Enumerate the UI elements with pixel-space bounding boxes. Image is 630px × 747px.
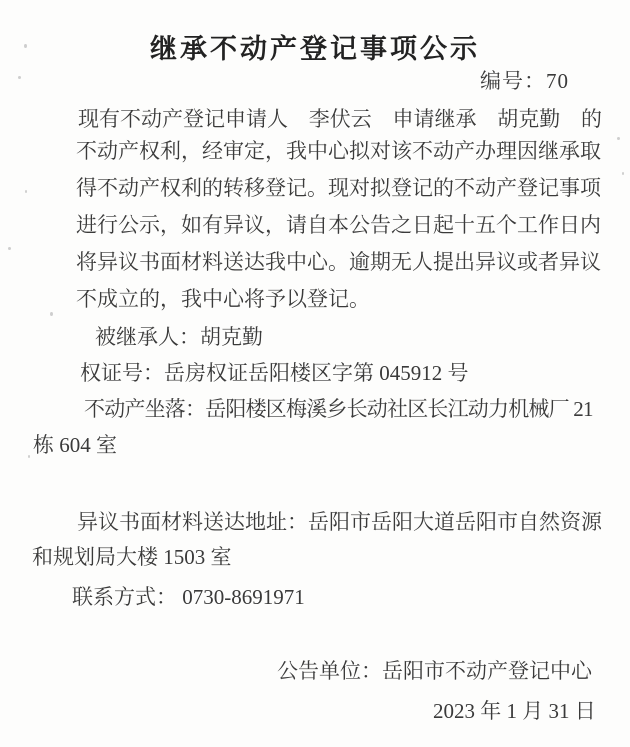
footer-announcing-unit: 公告单位：岳阳市不动产登记中心 [277, 659, 592, 683]
field-property-location-line1: 不动产坐落：岳阳楼区梅溪乡长动社区长江动力机械厂 21 [84, 397, 593, 421]
paragraph-line-4: 进行公示，如有异议，请自本公告之日起十五个工作日内 [76, 213, 601, 237]
decedent-name: 胡克勤 [497, 107, 561, 131]
scan-speck [24, 44, 27, 48]
scan-speck [617, 137, 620, 140]
apply-inherit-text: 申请继承 [392, 107, 477, 131]
scan-speck [28, 455, 30, 458]
paragraph-line-applicant [78, 103, 602, 133]
field-objection-address-line2: 和规划局大楼 1503 室 [32, 545, 232, 569]
applicant-name: 李伏云 [308, 107, 372, 131]
field-decedent: 被继承人：胡克勤 [95, 325, 263, 349]
scan-speck [50, 312, 53, 316]
field-contact: 联系方式： 0730-8691971 [72, 585, 305, 609]
field-property-location-line2: 栋 604 室 [33, 433, 117, 457]
paragraph-line-6: 不成立的，我中心将予以登记。 [76, 287, 370, 311]
applicant-line-prefix: 现有不动产登记申请人 [78, 107, 288, 131]
scan-speck [25, 190, 27, 193]
field-certificate-number: 权证号：岳房权证岳阳楼区字第 045912 号 [80, 361, 469, 385]
paragraph-line-5: 将异议书面材料送达我中心。逾期无人提出异议或者异议 [76, 250, 601, 274]
footer-date: 2023 年 1 月 31 日 [433, 699, 596, 723]
paragraph-line-2: 不动产权利，经审定，我中心拟对该不动产办理因继承取 [76, 139, 601, 163]
scan-speck [18, 76, 21, 79]
field-objection-address-line1: 异议书面材料送达地址：岳阳市岳阳大道岳阳市自然资源 [77, 510, 602, 534]
scan-speck [622, 172, 624, 175]
paragraph-line-3: 得不动产权利的转移登记。现对拟登记的不动产登记事项 [76, 176, 601, 200]
particle-text: 的 [581, 107, 602, 131]
scan-speck [8, 247, 11, 250]
document-title: 继承不动产登记事项公示 [150, 34, 480, 64]
document-number: 编号：70 [480, 69, 569, 93]
